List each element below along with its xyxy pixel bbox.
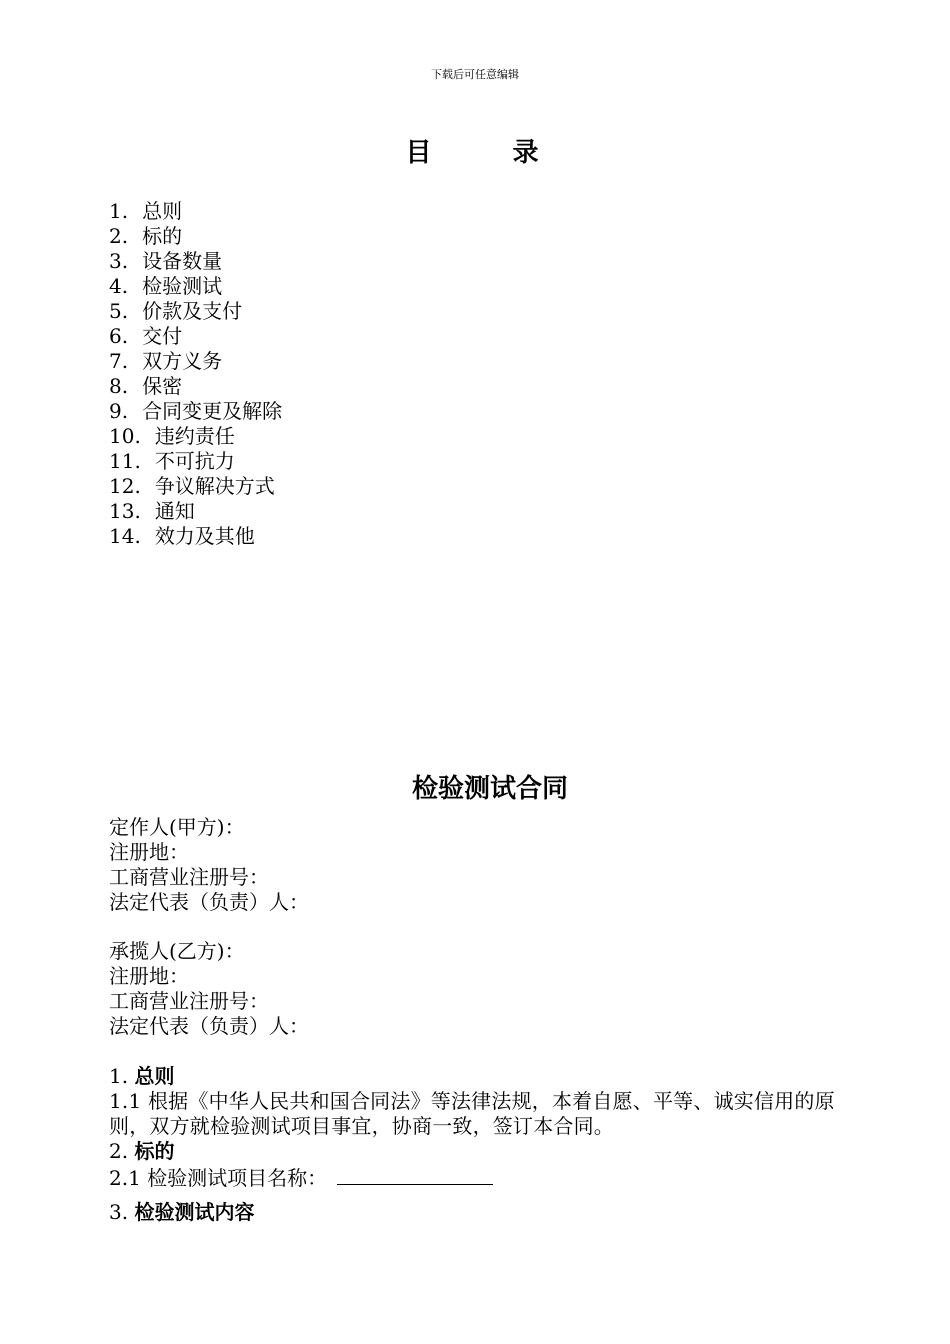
project-name-blank (337, 1164, 493, 1185)
party-a-address: 注册地： (109, 840, 189, 864)
party-a-name: 定作人(甲方)： (109, 815, 245, 839)
toc-item-number: 1. (109, 199, 129, 223)
party-b-reg-no: 工商营业注册号： (109, 989, 269, 1013)
toc-item (109, 474, 282, 499)
toc-item (109, 424, 282, 449)
toc-item-number: 11. (109, 449, 141, 473)
section-3-heading (109, 1200, 844, 1225)
toc-item-label: 交付 (142, 324, 183, 348)
toc-item (109, 324, 282, 349)
section-2-num: 2. (109, 1139, 129, 1163)
toc-item-number: 10. (109, 424, 141, 448)
toc-item (109, 299, 282, 324)
party-a-block (109, 815, 844, 915)
toc-title: 目 录 (405, 138, 575, 168)
party-b-name: 承揽人(乙方)： (109, 939, 245, 963)
toc-item-label: 双方义务 (142, 349, 223, 373)
toc-item-label: 标的 (142, 224, 183, 248)
section-1 (109, 1064, 844, 1191)
toc-item-label: 保密 (142, 374, 183, 398)
section-1-title: 总则 (134, 1064, 175, 1088)
toc-item-label: 不可抗力 (154, 449, 235, 473)
toc-item-number: 13. (109, 499, 141, 523)
section-3 (109, 1200, 844, 1225)
toc-item (109, 449, 282, 474)
toc-item-number: 7. (109, 349, 129, 373)
toc-item-label: 检验测试 (142, 274, 223, 298)
party-b-address: 注册地： (109, 964, 189, 988)
toc-item-label: 通知 (154, 499, 195, 523)
toc-item-label: 总则 (142, 199, 183, 223)
section-3-num: 3. (109, 1200, 129, 1224)
toc-item-label: 价款及支付 (142, 299, 243, 323)
section-2-item-label: 2.1 检验测试项目名称： (109, 1166, 328, 1190)
contract-title: 检验测试合同 (411, 774, 568, 804)
toc-item (109, 224, 282, 249)
toc-item-label: 设备数量 (142, 249, 223, 273)
party-a-rep: 法定代表（负责）人： (109, 890, 309, 914)
toc-item-label: 合同变更及解除 (142, 399, 283, 423)
section-1-heading (109, 1064, 844, 1089)
party-a-reg-no: 工商营业注册号： (109, 865, 269, 889)
toc-item (109, 349, 282, 374)
toc-item (109, 399, 282, 424)
section-3-title: 检验测试内容 (134, 1200, 255, 1224)
toc-item-number: 8. (109, 374, 129, 398)
toc-item (109, 524, 282, 549)
toc-item-number: 12. (109, 474, 141, 498)
toc-item (109, 374, 282, 399)
toc-item-label: 争议解决方式 (154, 474, 275, 498)
toc-item-label: 效力及其他 (154, 524, 255, 548)
toc-item-number: 2. (109, 224, 129, 248)
toc-item (109, 274, 282, 299)
toc-item-number: 5. (109, 299, 129, 323)
section-1-num: 1. (109, 1064, 129, 1088)
toc-item-number: 3. (109, 249, 129, 273)
toc-item (109, 499, 282, 524)
toc-item-number: 4. (109, 274, 129, 298)
toc-list (109, 199, 282, 549)
section-2-heading (109, 1139, 844, 1164)
section-1-paragraph: 1.1 根据《中华人民共和国合同法》等法律法规，本着自愿、平等、诚实信用的原则，双方就检验测试项目事宜，协商一致，签订本合同。 (109, 1089, 835, 1138)
toc-item-label: 违约责任 (154, 424, 235, 448)
toc-item-number: 6. (109, 324, 129, 348)
toc-item (109, 199, 282, 224)
section-2-item (109, 1164, 844, 1191)
toc-item-number: 9. (109, 399, 129, 423)
section-2-title: 标的 (134, 1139, 175, 1163)
page-header: 下载后可任意编辑 (431, 68, 519, 81)
toc-item-number: 14. (109, 524, 141, 548)
party-b-block (109, 939, 844, 1039)
party-b-rep: 法定代表（负责）人： (109, 1014, 309, 1038)
toc-item (109, 249, 282, 274)
